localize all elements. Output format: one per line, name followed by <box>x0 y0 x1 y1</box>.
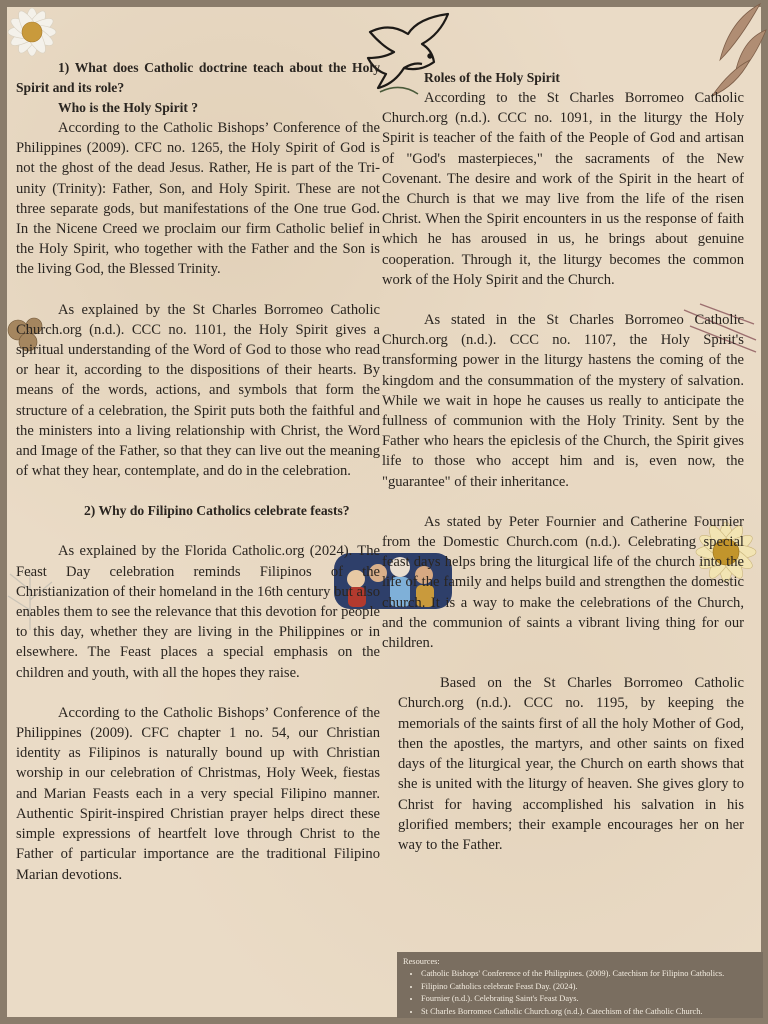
resources-list <box>403 968 757 1018</box>
resource-item: • Catholic Bishops' Conference of the Philippines. (2009). Catechism for Filipino Catholics. <box>421 968 757 980</box>
paragraph: As explained by the Florida Catholic.org (2024). The Feast Day celebration reminds Filipinos of the Christianization of their homeland in the 16th century but also enables them to see the relevance that this devotion for people to this day, whether they are living in the Philippines or in elsewhere. The Feast places a special emphasis on the children and youth, with all the hopes they raise. <box>16 543 380 681</box>
left-column <box>16 58 380 885</box>
resources-title: Resources: <box>403 957 440 966</box>
resource-item: • Fournier (n.d.). Celebrating Saint's Feast Days. <box>421 993 757 1005</box>
paragraph: Based on the St Charles Borromeo Catholic Church.org (n.d.). CCC no. 1195, by keeping the memorials of the saints first of all the holy Mother of God, then the apostles, the martyrs, and other saints on fixed days of the liturgical year, the Church on earth shows that she is united with the liturgy of heaven. She gives glory to Christ for having accomplished his salvation in his glorified members; their example encourages her on her way to the Father. <box>398 675 744 853</box>
section-heading-1: 1) What does Catholic doctrine teach about the Holy Spirit and its role? <box>16 60 380 95</box>
paragraph: According to the St Charles Borromeo Catholic Church.org (n.d.). CCC no. 1091, in the liturgy the Holy Spirit is teacher of the faith of the People of God and artisan of "God's masterpieces," the sacraments of the New Covenant. The desire and work of the Spirit in the heart of the Church is that we may live from the life of the risen Christ. When the Spirit encounters in us the response of faith which he has aroused in us, he brings about genuine cooperation. Through it, the liturgy becomes the common work of the Holy Spirit and the Church. <box>382 90 744 288</box>
paragraph: According to the Catholic Bishops’ Conference of the Philippines (2009). CFC no. 1265, the Holy Spirit of God is not the ghost of the dead Jesus. Rather, He is part of the Tri-unity (Trinity): Father, Son, and Holy Spirit. These are not three separate gods, but manifestations of the One true God. In the Nicene Creed we proclaim our firm Catholic belief in the Holy Spirit, who together with the Father and the Son is the living God, the Blessed Trinity. <box>16 120 380 278</box>
section-subheading: Who is the Holy Spirit ? <box>58 100 199 115</box>
paragraph: According to the Catholic Bishops’ Conference of the Philippines (2009). CFC chapter 1 no. 54, our Christian identity as Filipinos is naturally bound up with Christian worship in our celebration of Christmas, Holy Week, fiestas and Marian Feasts each in a very special Filipino manner. Authentic Spirit-inspired Christian prayer helps direct these simple expressions of heartfelt love through Christ to the Father of particular importance are the traditional Filipino Marian devotions. <box>16 704 380 883</box>
resource-item: • Filipino Catholics celebrate Feast Day. (2024). <box>421 981 757 993</box>
paragraph: As stated in the St Charles Borromeo Catholic Church.org (n.d.). CCC no. 1107, the Holy Spirit's transforming power in the liturgy hastens the coming of the kingdom and the consummation of the mystery of salvation. While we wait in hope he causes us really to anticipate the fullness of communion with the Holy Trinity. Sent by the Father who hears the epiclesis of the Church, the Spirit gives life to those who accept him and is, even now, the "guarantee" of their inheritance. <box>382 312 744 490</box>
section-heading-roles: Roles of the Holy Spirit <box>424 70 560 85</box>
section-heading-2: 2) Why do Filipino Catholics celebrate feasts? <box>84 503 350 519</box>
resources-box <box>397 952 763 1018</box>
paragraph: As stated by Peter Fournier and Catherine Fournier from the Domestic Church.com (n.d.). Celebrating special feast days helps bring the liturgical life of the church into the life of the family and helps build and strengthen the domestic church. It is a way to make the celebrations of the Church, and the communion of saints a vibrant living thing for our children. <box>382 513 744 652</box>
paragraph: As explained by the St Charles Borromeo Catholic Church.org (n.d.). CCC no. 1101, the Holy Spirit gives a spiritual understanding of the Word of God to those who read or hear it, according to the dispositions of their hearts. By means of the words, actions, and symbols that form the structure of a celebration, the Spirit puts both the faithful and the ministers into a living relationship with Christ, the Word and Image of the Father, so that they can live out the meaning of what they hear, contemplate, and do in the celebration. <box>16 301 380 480</box>
right-column <box>382 68 744 855</box>
resource-item: • St Charles Borromeo Catholic Church.org (n.d.). Catechism of the Catholic Church. <box>421 1006 757 1018</box>
